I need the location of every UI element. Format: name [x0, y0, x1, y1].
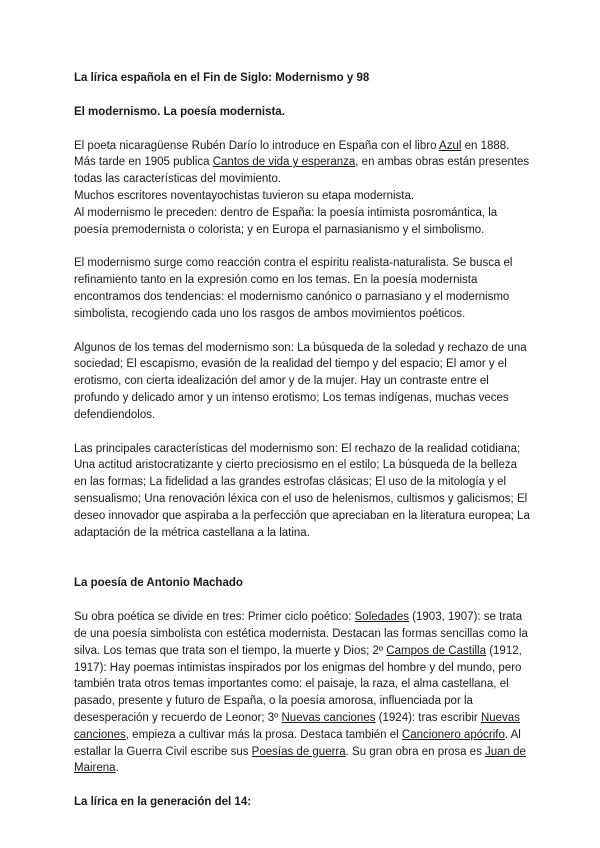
- paragraph-ruben-dario: El poeta nicaragüense Rubén Darío lo introduce en España con el libro Azul en 1888. Más tarde en 1905 publica Cantos de vida y esperanza, en ambas obras están presentes todas las características del movimiento.: [74, 139, 530, 186]
- paragraph-noventayochistas: Muchos escritores noventayochistas tuvieron su etapa modernista.: [74, 189, 415, 202]
- section-heading-machado: La poesía de Antonio Machado: [74, 577, 243, 590]
- book-title-cancionero: Cancionero apócrifo: [401, 728, 505, 741]
- book-title-nuevas-canciones: Nuevas canciones: [281, 711, 376, 724]
- book-title-azul: Azul: [439, 139, 462, 152]
- paragraph-precedentes: Al modernismo le preceden: dentro de España: la poesía intimista posromántica, la poesía premodernista o colorista; y en Europa el parnasianismo y el simbolismo.: [74, 206, 498, 236]
- paragraph-origen: El modernismo surge como reacción contra el espíritu realista-naturalista. Se busca el refinamiento tanto en la expresión como en los temas. En la poesía modernista encontramos dos tendencias: el modernismo canónico o parnasiano y el modernismo simbolista, recogiendo cada uno los rasgos de ambos movimientos poéticos.: [74, 257, 513, 320]
- section-heading-modernismo: El modernismo. La poesía modernista.: [74, 105, 285, 118]
- book-title-campos: Campos de Castilla: [386, 644, 487, 657]
- book-title-nuevas-canciones-2: Nuevas canciones: [74, 711, 520, 741]
- book-title-juan-de-mairena: Juan de Mairena: [74, 745, 526, 775]
- paragraph-caracteristicas: Las principales características del modernismo son: El rechazo de la realidad cotidiana; Una actitud aristocratizante y cierto preciosismo en el estilo; La búsqueda de la belleza en las formas; La fidelidad a las grandes estrofas clásicas; El uso de la mitología y el sensualismo; Una renovación léxica con el uso de helenismos, cultismos y galicismos; El deseo innovador que aspiraba a la perfección que apreciaban en la literatura europea; La adaptación de la métrica castellana a la latina.: [74, 442, 530, 539]
- book-title-soledades: Soledades: [354, 611, 409, 624]
- paragraph-temas: Algunos de los temas del modernismo son: La búsqueda de la soledad y rechazo de una sociedad; El escapismo, evasión de la realidad del tiempo y del espacio; El amor y el erotismo, con cierta idealización del amor y de la mujer. Hay un contraste entre el profundo y delicado amor y un intenso erotismo; Los temas indígenas, muchas veces defendiendolos.: [74, 341, 527, 421]
- book-title-cantos: Cantos de vida y esperanza: [212, 156, 356, 169]
- document-title: La lírica española en el Fin de Siglo: Modernismo y 98: [74, 72, 370, 84]
- book-title-poesias-guerra: Poesías de guerra: [251, 745, 346, 758]
- paragraph-machado: Su obra poética se divide en tres: Primer ciclo poético: Soledades (1903, 1907): se trata de una poesía simbolista con estética modernista. Destacan las formas sencillas como la silva. Los temas que trata son el tiempo, la muerte y Dios; 2º Campos de Castilla (1912, 1917): Hay poemas intimistas inspirados por los enigmas del hombre y del mundo, pero también trata otros temas importantes como: el paisaje, la raza, el alma castellana, el pasado, presente y futuro de España, o la poesía amorosa, influenciada por la desesperación y recuerdo de Leonor; 3º Nuevas canciones (1924): tras escribir Nuevas canciones, empieza a cultivar más la prosa. Destaca también el Cancionero apócrifo. Al estallar la Guerra Civil escribe sus Poesías de guerra. Su gran obra en prosa es Juan de Mairena.: [74, 611, 528, 775]
- section-heading-generacion-14: La lírica en la generación del 14:: [74, 796, 252, 809]
